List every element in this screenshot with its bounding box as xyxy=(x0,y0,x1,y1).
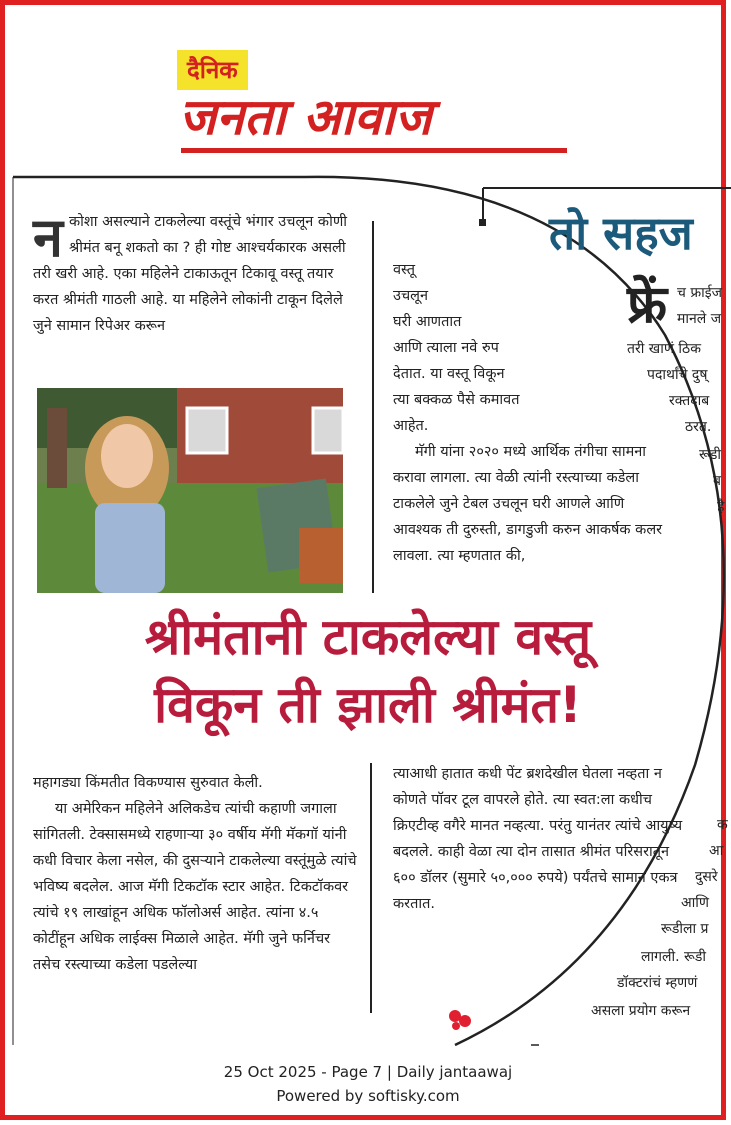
column-divider xyxy=(372,221,374,593)
masthead-daily-label: दैनिक xyxy=(177,50,248,90)
side-line: रूडी xyxy=(699,447,721,463)
side-line: लागली. रूडी xyxy=(641,949,707,965)
footer-date-page: 25 Oct 2025 - Page 7 | Daily jantaawaj xyxy=(223,1063,513,1081)
article-dropcap: न xyxy=(33,206,63,269)
text-line: वस्तू xyxy=(393,262,415,278)
article-intro-text: कोशा असल्याने टाकलेल्या वस्तूंचे भंगार उचलून कोणी श्रीमंत बनू शकतो का ? ही गोष्ट आश्चर्यकारक असली तरी खरी आहे. एका महिलेने टाकाऊतून टिकावू वस्तू तयार करत श्रीमंती गाठली आहे. या महिलेने लोकांनी टाकून दिलेले जुने सामान रिपेअर करून xyxy=(33,214,348,334)
side-line: ब xyxy=(713,473,721,489)
side-line: आ xyxy=(709,843,724,859)
side-article-dropcap: फ्रें xyxy=(627,275,668,335)
side-line: असला प्रयोग करून xyxy=(591,1003,691,1019)
article-column-1 xyxy=(33,206,359,339)
side-line: रूडीला प्र xyxy=(661,921,709,937)
article-paragraph: मॅगी यांना २०२० मध्ये आर्थिक तंगीचा सामना करावा लागला. त्या वेळी त्यांनी रस्त्याच्या कडेला टाकलेले जुने टेबल उचलून घरी आणले आणि आवश्यक ती दुरुस्ती, डागडुजी करुन आकर्षक कलर लावला. त्या म्हणतात की, xyxy=(393,444,663,564)
side-line: ठरत. xyxy=(685,419,712,435)
side-line: क xyxy=(717,817,728,833)
article-column-2 xyxy=(393,257,683,569)
text-line: आहेत. xyxy=(393,418,429,434)
text-line: उचलून xyxy=(393,288,429,304)
text-line: महागड्या किंमतीत विकण्यास सुरुवात केली. xyxy=(33,775,263,791)
side-line: मानले ज xyxy=(677,311,722,327)
side-line: आणि xyxy=(681,895,710,911)
side-line: च फ्राईज xyxy=(677,285,723,301)
footer-powered-by[interactable]: Powered by softisky.com xyxy=(276,1087,460,1105)
text-line: घरी आणतात xyxy=(393,314,462,330)
article-headline xyxy=(5,603,731,739)
article-column-3 xyxy=(33,770,359,978)
article-photo xyxy=(37,388,343,593)
article-paragraph: या अमेरिकन महिलेने अलिकडेच त्यांची कहाणी जगाला सांगितली. टेक्सासमध्ये राहणाऱ्या ३० वर्षीय मॅगी मॅकगॉ यांनी कधी विचार केला नसेल, की दुसऱ्याने टाकलेल्या वस्तूंमुळे त्यांचे भविष्य बदलेल. आज मॅगी टिकटॉक स्टार आहेत. टिकटॉकवर त्यांचे १९ लाखांहून अधिक फॉलोअर्स आहेत. त्यांना ४.५ कोटींहून अधिक लाईक्स मिळाले आहेत. मॅगी जुने फर्निचर तसेच रस्त्याच्या कडेला पडलेल्या xyxy=(33,801,357,973)
side-line: रक्तदाब xyxy=(669,393,710,409)
headline-line-1: श्रीमंतानी टाकलेल्या वस्तू xyxy=(144,608,592,666)
text-line: त्या बक्कळ पैसे कमावत xyxy=(393,392,520,408)
masthead-title: जनता आवाज xyxy=(179,88,432,146)
publisher-logo-icon xyxy=(446,1007,476,1033)
text-line: देतात. या वस्तू विकून xyxy=(393,366,505,382)
side-article-title: तो सहज xyxy=(549,206,693,260)
side-line: पदार्थांचे दुष् xyxy=(647,367,708,383)
side-line: है xyxy=(717,499,725,515)
column-divider xyxy=(370,763,372,1013)
text-line: आणि त्याला नवे रुप xyxy=(393,340,499,356)
side-line: डॉक्टरांचं म्हणणं xyxy=(617,975,698,991)
side-line: तरी खाणं ठिक xyxy=(627,341,701,357)
side-line: दुसरे xyxy=(695,869,718,885)
article-paragraph: त्याआधी हातात कधी पेंट ब्रशदेखील घेतला नव्हता न कोणते पॉवर टूल वापरले होते. त्या स्वत:ला कधीच क्रिएटीव्ह वगैरे मानत नव्हत्या. परंतु यानंतर त्यांचे आयुष्य बदलले. काही वेळा त्या दोन तासात श्रीमंत परिसरातून ६०० डॉलर (सुमारे ५०,००० रुपये) पर्यंतचे सामान एकत्र करतात. xyxy=(393,766,683,912)
headline-line-2: विकून ती झाली श्रीमंत! xyxy=(154,676,582,734)
article-column-4 xyxy=(393,761,693,917)
